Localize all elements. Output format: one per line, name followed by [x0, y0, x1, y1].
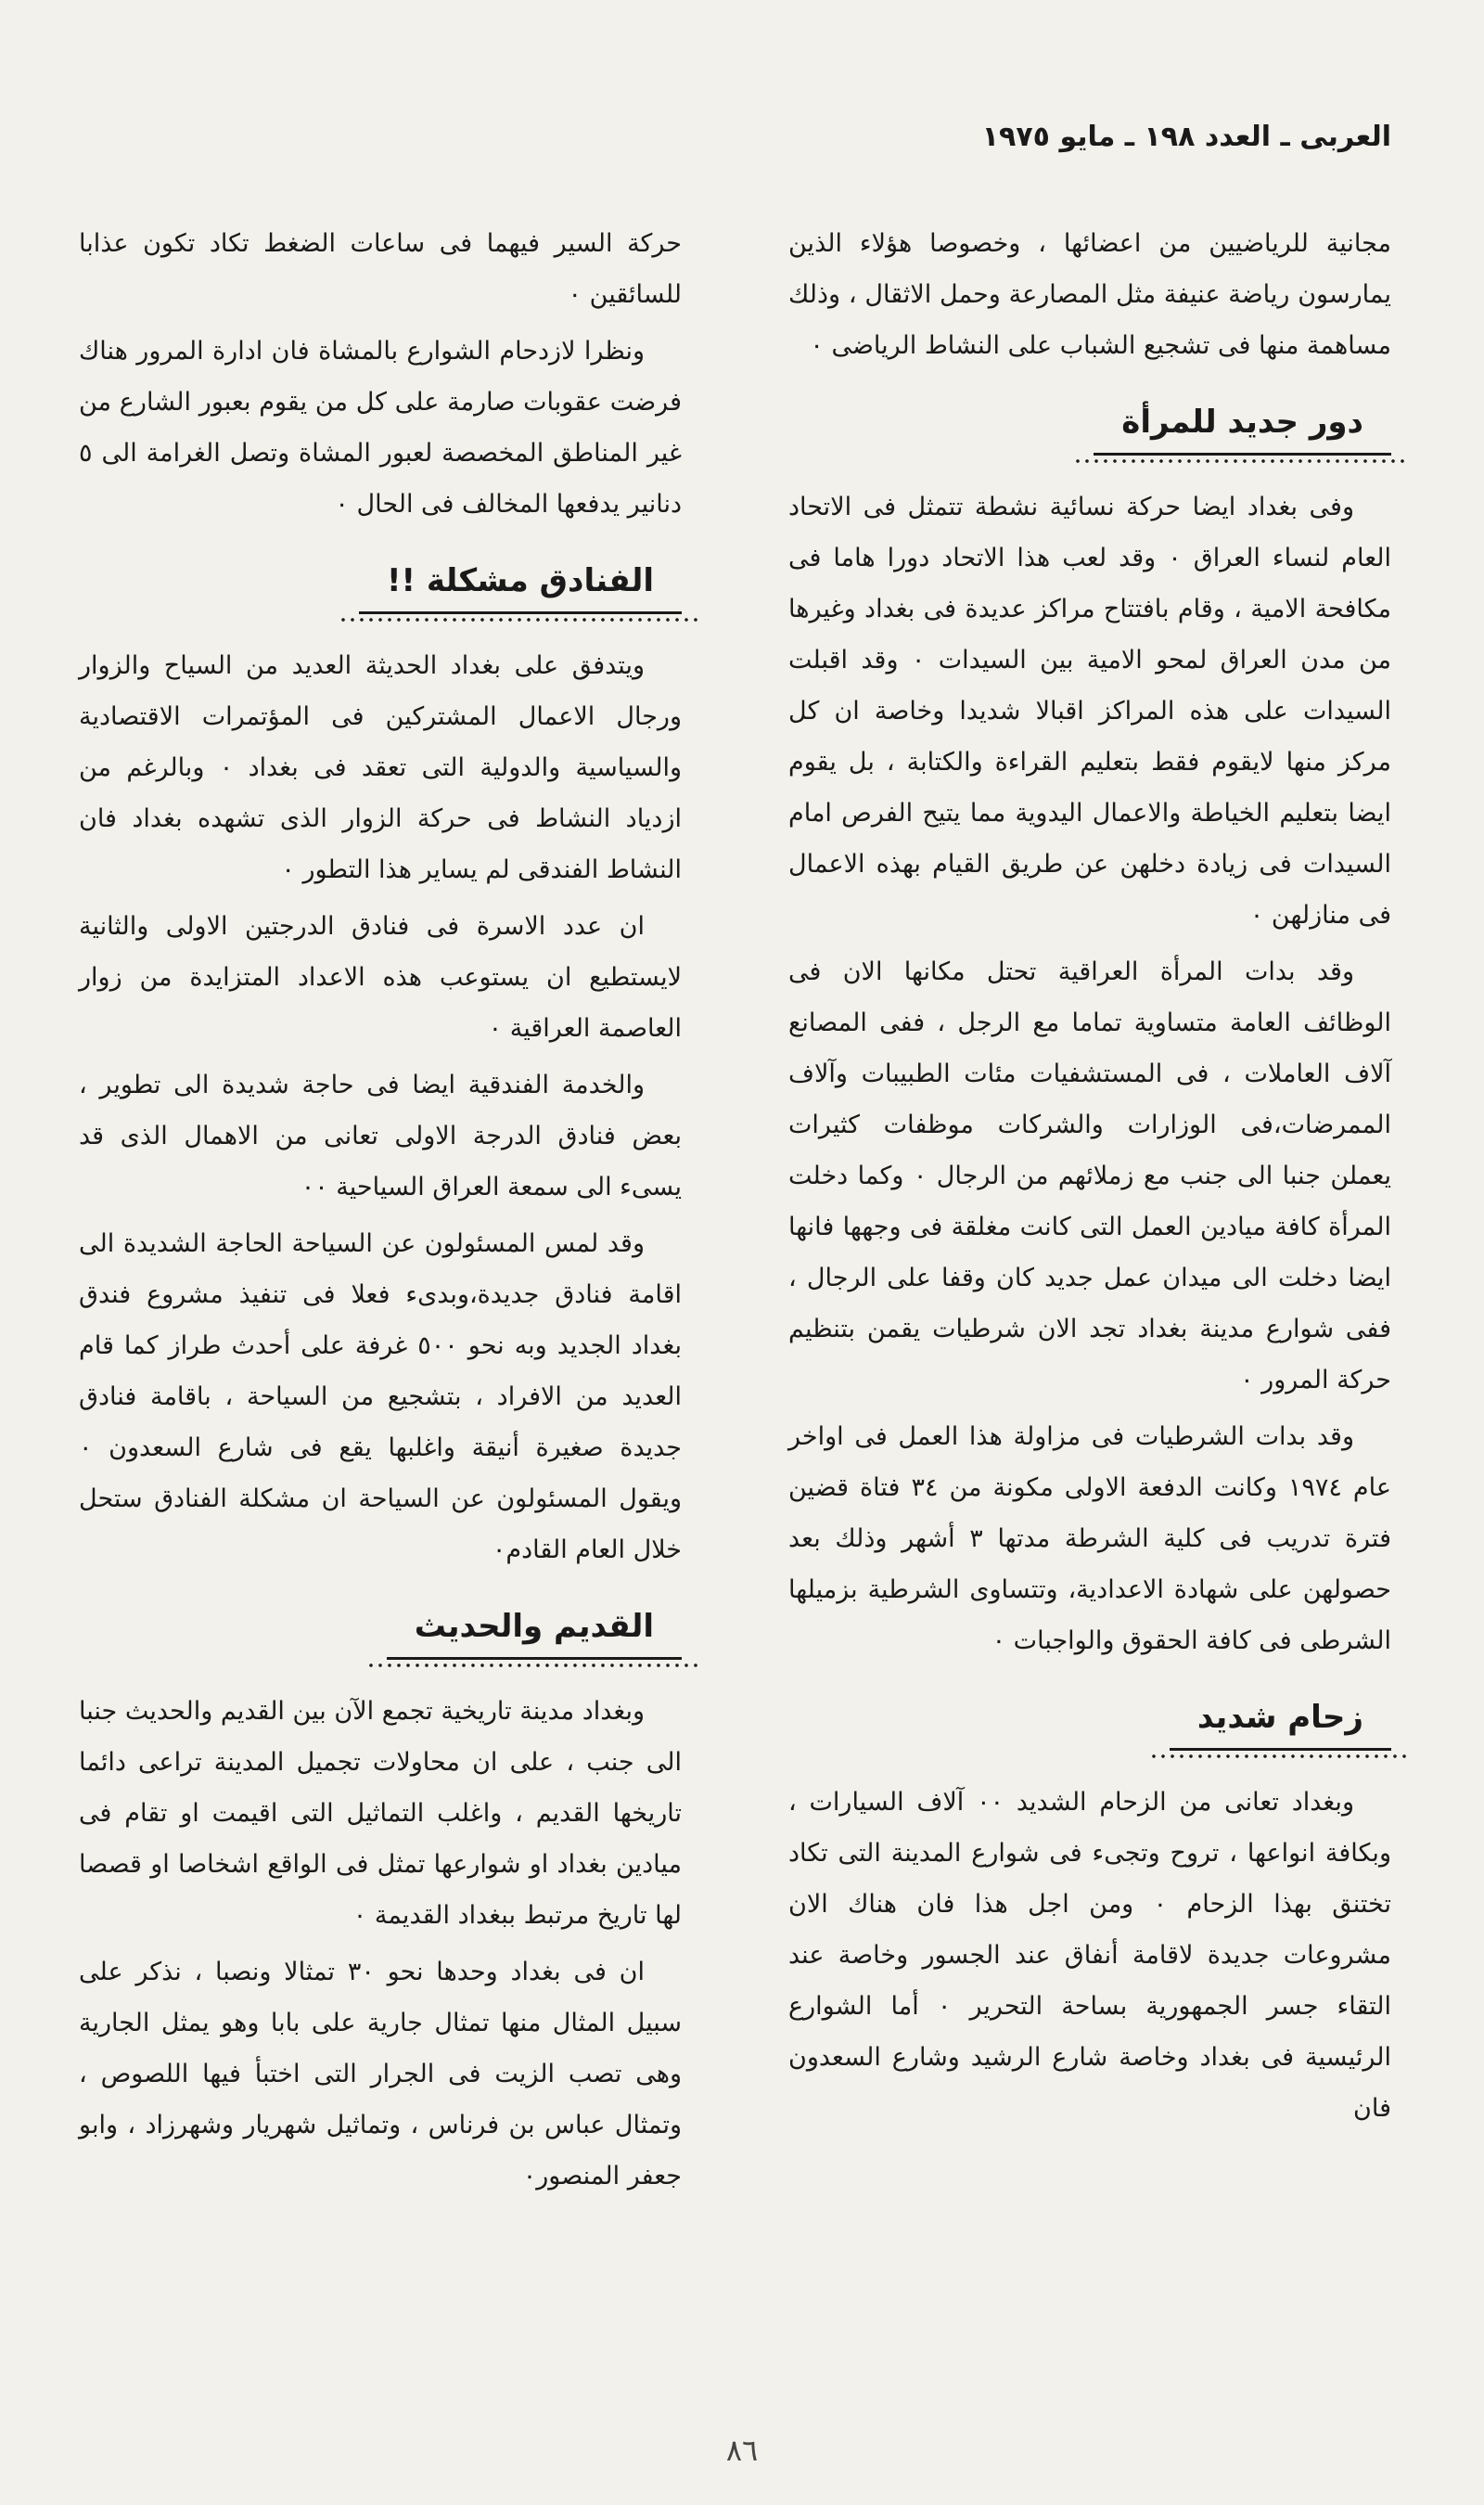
right-column — [788, 218, 1391, 2139]
section-title: الفنادق مشكلة !! — [359, 558, 682, 614]
page-number: ٨٦ — [725, 2433, 759, 2468]
page-header: العربى ـ العدد ١٩٨ ـ مايو ١٩٧٥ — [981, 121, 1391, 153]
section-heading — [79, 1603, 682, 1660]
paragraph: مجانية للرياضيين من اعضائها ، وخصوصا هؤلاء الذين يمارسون رياضة عنيفة مثل المصارعة وحمل الاثقال ، وذلك مساهمة منها فى تشجيع الشباب على النشاط الرياضى ٠ — [788, 229, 1391, 360]
paragraph: وقد بدات الشرطيات فى مزاولة هذا العمل فى اواخر عام ١٩٧٤ وكانت الدفعة الاولى مكونة من ٣٤ فتاة قضين فترة تدريب فى كلية الشرطة مدتها ٣ أشهر وذلك بعد حصولهن على شهادة الاعدادية، وتتساوى الشرطية بزميلها الشرطى فى كافة الحقوق والواجبات ٠ — [788, 1422, 1391, 1655]
paragraph: وقد بدات المرأة العراقية تحتل مكانها الان فى الوظائف العامة متساوية تماما مع الرجل ، ففى المصانع آلاف العاملات ، فى المستشفيات مئات الطبيبات وآلاف الممرضات،فى الوزارات والشركات موظفات كثيرات يعملن جنبا الى جنب مع زملائهم من الرجال ٠ وكما دخلت المرأة كافة ميادين العمل التى كانت مغلقة فى وجهها فانها ايضا دخلت الى ميدان عمل جديد كان وقفا على الرجال ، ففى شوارع مدينة بغداد تجد الان شرطيات يقمن بتنظيم حركة المرور ٠ — [788, 957, 1391, 1394]
left-column — [79, 218, 682, 2207]
paragraph: حركة السير فيهما فى ساعات الضغط تكاد تكون عذابا للسائقين ٠ — [79, 229, 682, 309]
paragraph: ان فى بغداد وحدها نحو ٣٠ تمثالا ونصبا ، نذكر على سبيل المثال منها تمثال جارية على بابا وهو يمثل الجارية وهى تصب الزيت فى الجرار التى اختبأ فيها اللصوص ، وتمثال عباس بن فرناس ، وتماثيل شهريار وشهرزاد ، وابو جعفر المنصور٠ — [79, 1958, 683, 2190]
section-heading — [788, 1694, 1391, 1751]
paragraph: وفى بغداد ايضا حركة نسائية نشطة تتمثل فى الاتحاد العام لنساء العراق ٠ وقد لعب هذا الاتحاد دورا هاما فى مكافحة الامية ، وقام بافتتاح مراكز عديدة فى بغداد وغيرها من مدن العراق لمحو الامية بين السيدات ٠ وقد اقبلت السيدات على هذه المراكز اقبالا شديدا وخاصة ان كل مركز منها لايقوم فقط بتعليم القراءة والكتابة ، بل يقوم ايضا بتعليم الخياطة والاعمال اليدوية مما يتيح الفرص امام السيدات فى زيادة دخلهن عن طريق القيام بهذه الاعمال فى منازلهن ٠ — [788, 493, 1391, 930]
paragraph: والخدمة الفندقية ايضا فى حاجة شديدة الى تطوير ، بعض فنادق الدرجة الاولى تعانى من الاهمال الذى قد يسىء الى سمعة العراق السياحية ٠٠ — [79, 1071, 682, 1201]
paragraph: وبغداد تعانى من الزحام الشديد ٠٠ آلاف السيارات ، وبكافة انواعها ، تروح وتجىء فى شوارع المدينة التى تكاد تختنق بهذا الزحام ٠ ومن اجل هذا فان هناك الان مشروعات جديدة لاقامة أنفاق عند الجسور وخاصة عند التقاء جسر الجمهورية بساحة التحرير ٠ أما الشوارع الرئيسية فى بغداد وخاصة شارع الرشيد وشارع السعدون فان — [788, 1788, 1391, 2123]
paragraph: وقد لمس المسئولون عن السياحة الحاجة الشديدة الى اقامة فنادق جديدة،وبدىء فعلا فى تنفيذ مشروع فندق بغداد الجديد وبه نحو ٥٠٠ غرفة على أحدث طراز كما قام العديد من الافراد ، بتشجيع من السياحة ، باقامة فنادق جديدة صغيرة أنيقة واغلبها يقع فى شارع السعدون ٠ ويقول المسئولون عن السياحة ان مشكلة الفنادق ستحل خلال العام القادم٠ — [79, 1229, 682, 1564]
section-heading — [79, 558, 682, 614]
section-title: القديم والحديث — [387, 1603, 682, 1660]
paragraph: ونظرا لازدحام الشوارع بالمشاة فان ادارة المرور هناك فرضت عقوبات صارمة على كل من يقوم بعبور الشارع من غير المناطق المخصصة لعبور المشاة وتصل الغرامة الى ٥ دنانير يدفعها المخالف فى الحال ٠ — [79, 337, 682, 519]
paragraph: ان عدد الاسرة فى فنادق الدرجتين الاولى والثانية لايستطيع ان يستوعب هذه الاعداد المتزايدة من زوار العاصمة العراقية ٠ — [79, 912, 682, 1043]
paragraph: وبغداد مدينة تاريخية تجمع الآن بين القديم والحديث جنبا الى جنب ، على ان محاولات تجميل المدينة تراعى دائما تاريخها القديم ، واغلب التماثيل التى اقيمت او تقام فى ميادين بغداد او شوارعها تمثل فى الواقع اشخاصا او قصصا لها تاريخ مرتبط ببغداد القديمة ٠ — [79, 1697, 682, 1930]
section-title: زحام شديد — [1170, 1694, 1391, 1751]
section-heading — [788, 399, 1391, 456]
paragraph: ويتدفق على بغداد الحديثة العديد من السياح والزوار ورجال الاعمال المشتركين فى المؤتمرات الاقتصادية والسياسية والدولية التى تعقد فى بغداد ٠ وبالرغم من ازدياد النشاط فى حركة الزوار الذى تشهده بغداد فان النشاط الفندقى لم يساير هذا التطور ٠ — [79, 651, 682, 884]
section-title: دور جديد للمرأة — [1094, 399, 1391, 456]
